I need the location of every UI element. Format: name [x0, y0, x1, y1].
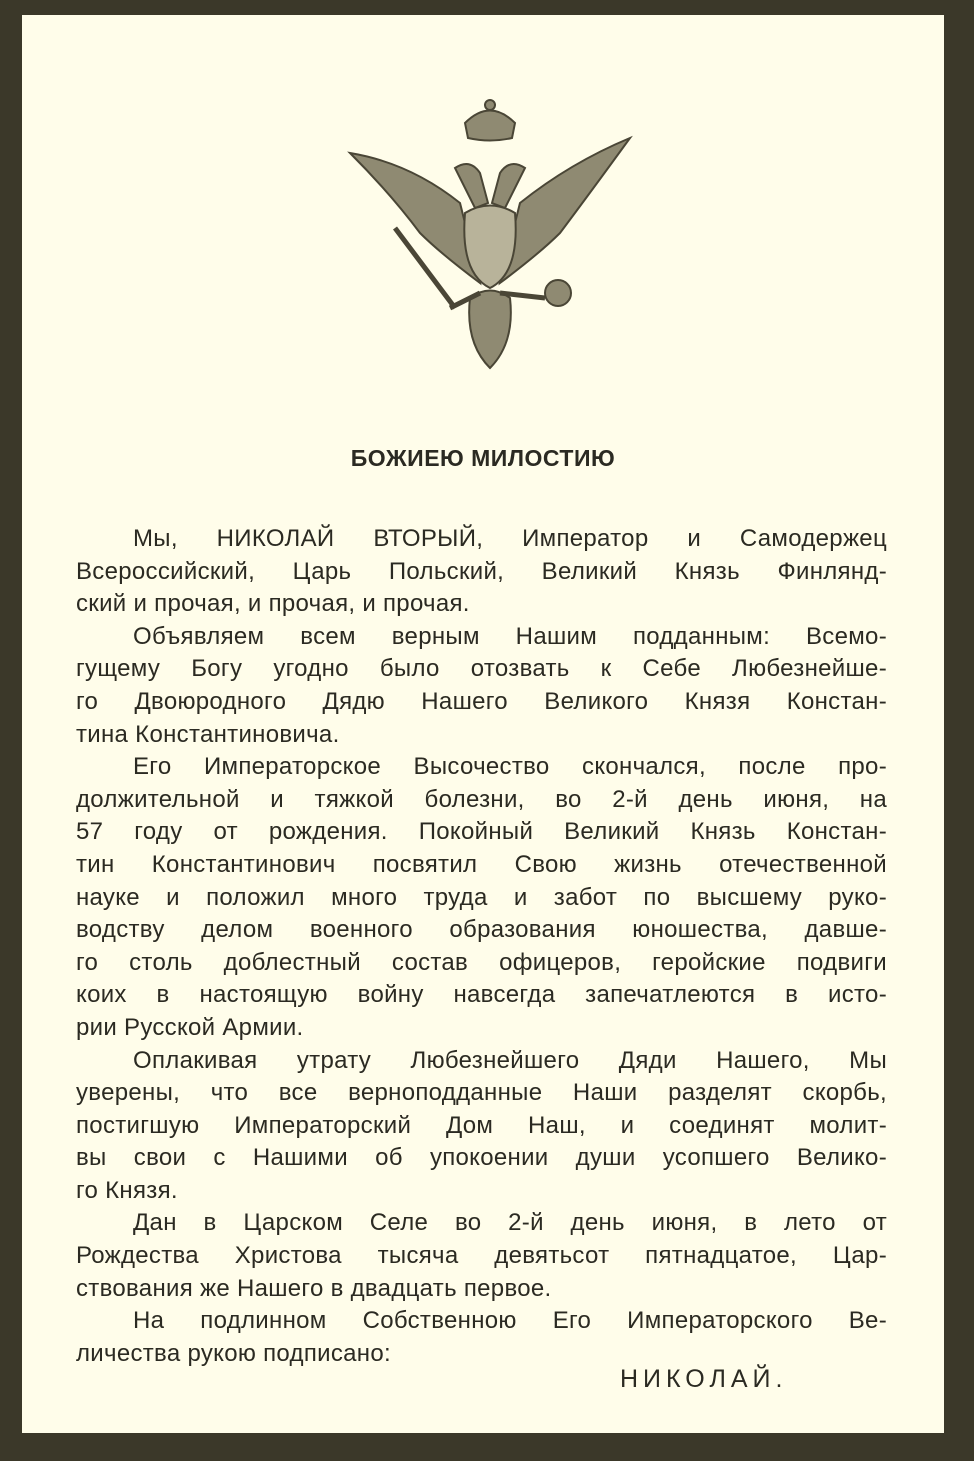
signature: НИКОЛАЙ. — [620, 1365, 788, 1393]
manifesto-heading: БОЖИЕЮ МИЛОСТИЮ — [350, 445, 616, 471]
text-line: водству делом военного образования юношества, давше- — [76, 916, 887, 944]
text-line: постигшую Императорский Дом Наш, и соединят молит- — [76, 1111, 887, 1139]
text-line: рии Русской Армии. — [76, 1013, 304, 1041]
text-line: коих в настоящую войну навсегда запечатлеются в исто- — [76, 981, 887, 1009]
text-line: науке и положил много труда и забот по высшему руко- — [76, 883, 887, 911]
text-line: Дан в Царском Селе во 2-й день июня, в лето от — [133, 1209, 887, 1237]
text-line: ствования же Нашего в двадцать первое. — [76, 1274, 552, 1302]
document-page — [22, 15, 944, 1433]
text-line: го Князя. — [76, 1176, 178, 1204]
text-line: тин Константинович посвятил Свою жизнь отечественной — [76, 850, 887, 878]
text-line: вы свои с Нашими об упокоении души усопшего Велико- — [76, 1144, 887, 1172]
text-line: Всероссийский, Царь Польский, Великий Князь Финлянд- — [76, 557, 887, 585]
text-line: гущему Богу угодно было отозвать к Себе Любезнейше- — [76, 655, 887, 683]
text-line: должительной и тяжкой болезни, во 2-й день июня, на — [76, 785, 887, 813]
text-line: 57 году от рождения. Покойный Великий Князь Констан- — [76, 818, 887, 846]
text-line: ский и прочая, и прочая, и прочая. — [76, 590, 470, 618]
text-line: Мы, НИКОЛАЙ ВТОРЫЙ, Император и Самодержец — [133, 525, 887, 552]
text-line: го столь доблестный состав офицеров, геройские подвиги — [76, 948, 887, 976]
text-line: личества рукою подписано: — [76, 1339, 391, 1367]
text-line: го Двоюродного Дядю Нашего Великого Князя Констан- — [76, 687, 887, 715]
text-line: тина Константиновича. — [76, 720, 340, 748]
double-headed-eagle-emblem — [330, 83, 650, 383]
text-line: На подлинном Собственною Его Императорского Ве- — [133, 1307, 887, 1335]
text-line: Оплакивая утрату Любезнейшего Дяди Нашего, Мы — [133, 1046, 887, 1074]
text-line: Объявляем всем верным Нашим подданным: Всемо- — [133, 622, 887, 650]
text-line: Рождества Христова тысяча девятьсот пятнадцатое, Цар- — [76, 1242, 887, 1270]
text-line: уверены, что все верноподданные Наши разделят скорбь, — [76, 1079, 887, 1107]
manifesto-body — [76, 523, 887, 1370]
text-line: Его Императорское Высочество скончался, после про- — [133, 753, 887, 781]
